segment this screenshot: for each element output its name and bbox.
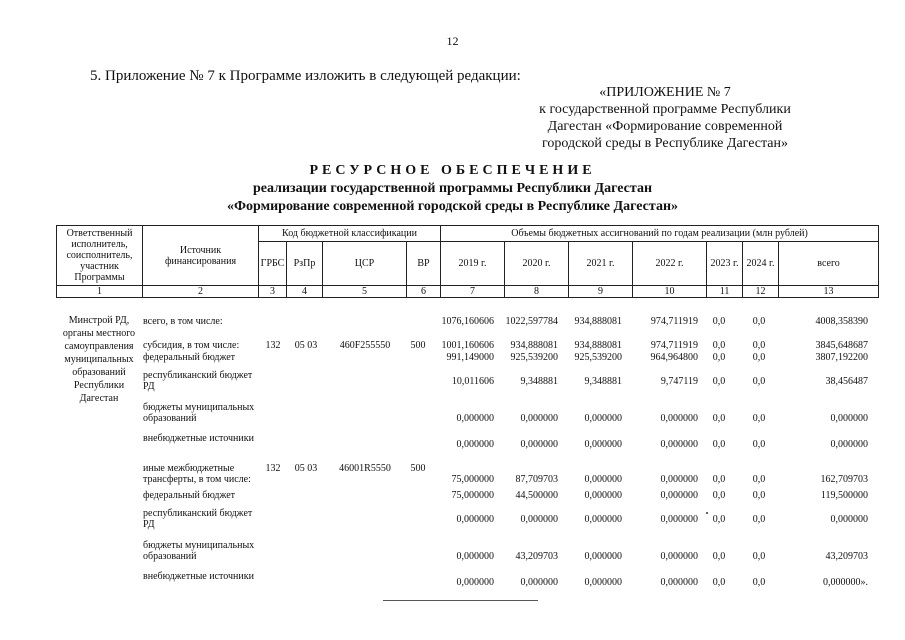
source-cell: федеральный бюджет	[143, 352, 236, 363]
value-cell: 0,0	[712, 352, 726, 363]
value-cell: 0,0	[752, 514, 766, 525]
rzpr-cell: 05 03	[294, 340, 318, 351]
value-cell: 925,539200	[510, 352, 558, 363]
header-year-2023: 2023 г.	[707, 242, 743, 286]
appendix-line-4: городской среды в Республике Дагестан»	[542, 136, 788, 151]
appendix-line-1: «ПРИЛОЖЕНИЕ № 7	[599, 85, 731, 100]
value-cell: 75,000000	[451, 490, 494, 501]
scan-speck	[706, 512, 708, 514]
appendix-line-3: Дагестан «Формирование современной	[547, 119, 783, 134]
value-cell: 3807,192200	[815, 352, 868, 363]
value-cell: 974,711919	[650, 340, 698, 351]
value-cell: 0,000000	[520, 577, 558, 588]
value-cell: 1076,160606	[441, 316, 494, 327]
value-cell: 0,0	[752, 474, 766, 485]
col-number: 2	[143, 286, 259, 298]
source-cell: бюджеты муниципальных образований	[143, 540, 255, 562]
page-number: 12	[446, 34, 459, 48]
col-number: 4	[287, 286, 323, 298]
col-number: 8	[505, 286, 569, 298]
source-cell: иные межбюджетные трансферты, в том числе:	[143, 463, 251, 485]
source-cell: субсидия, в том числе:	[143, 340, 240, 351]
value-cell: 0,0	[752, 376, 766, 387]
value-cell: 925,539200	[574, 352, 622, 363]
value-cell: 75,000000	[451, 474, 494, 485]
value-cell: 44,500000	[515, 490, 558, 501]
value-cell: 0,000000	[520, 514, 558, 525]
header-year-2020: 2020 г.	[505, 242, 569, 286]
value-cell: 0,0	[712, 413, 726, 424]
source-cell: бюджеты муниципальных образований	[143, 402, 255, 424]
value-cell: 0,0	[712, 490, 726, 501]
document-title: РЕСУРСНОЕ ОБЕСПЕЧЕНИЕ	[309, 163, 596, 178]
value-cell: 0,0	[712, 340, 726, 351]
value-cell: 0,000000	[660, 551, 698, 562]
value-cell: 0,0	[712, 439, 726, 450]
value-cell: 991,149000	[446, 352, 494, 363]
value-cell: 0,000000	[660, 490, 698, 501]
source-cell: федеральный бюджет	[143, 490, 236, 501]
intro-text: 5. Приложение № 7 к Программе изложить в следующей редакции:	[90, 68, 521, 84]
value-cell: 3845,648687	[815, 340, 868, 351]
table-header	[56, 225, 879, 298]
value-cell: 119,500000	[820, 490, 868, 501]
col-number: 12	[743, 286, 779, 298]
value-cell: 0,000000	[456, 577, 494, 588]
header-total: всего	[779, 242, 879, 286]
value-cell: 43,209703	[825, 551, 868, 562]
value-cell: 0,000000	[456, 413, 494, 424]
vr-cell: 500	[410, 340, 426, 351]
csr-cell: 46001R5550	[339, 463, 391, 474]
value-cell: 0,000000	[584, 474, 622, 485]
value-cell: 0,000000	[584, 514, 622, 525]
col-number: 9	[569, 286, 633, 298]
value-cell: 0,000000	[660, 413, 698, 424]
csr-cell: 460F255550	[339, 340, 391, 351]
value-cell: 0,000000	[830, 439, 868, 450]
value-cell: 0,000000	[830, 413, 868, 424]
value-cell: 0,000000	[456, 551, 494, 562]
value-cell: 0,000000	[660, 577, 698, 588]
source-cell: республиканский бюджет РД	[143, 508, 253, 530]
value-cell: 0,0	[712, 474, 726, 485]
col-number: 6	[407, 286, 441, 298]
value-cell: 1022,597784	[505, 316, 558, 327]
document-subtitle-1: реализации государственной программы Республики Дагестан	[252, 181, 653, 196]
value-cell: 10,011606	[451, 376, 494, 387]
document-subtitle-2: «Формирование современной городской среды в Республике Дагестан»	[226, 199, 679, 214]
value-cell: 934,888081	[574, 340, 622, 351]
value-cell: 0,000000	[584, 439, 622, 450]
header-grbs: ГРБС	[259, 242, 287, 286]
value-cell: 0,0	[752, 439, 766, 450]
col-number: 11	[707, 286, 743, 298]
responsible-executor: Минстрой РД, органы местного самоуправления муниципальных образований Республики Дагестан	[62, 315, 136, 404]
value-cell: 0,0	[752, 316, 766, 327]
source-cell: всего, в том числе:	[143, 316, 223, 327]
value-cell: 0,000000	[456, 439, 494, 450]
source-cell: республиканский бюджет РД	[143, 370, 253, 392]
value-cell: 9,348881	[520, 376, 558, 387]
value-cell: 87,709703	[515, 474, 558, 485]
value-cell: 0,0	[752, 551, 766, 562]
col-number: 3	[259, 286, 287, 298]
source-cell: внебюджетные источники	[143, 571, 254, 582]
value-cell: 0,0	[712, 514, 726, 525]
footer-rule	[383, 600, 538, 601]
value-cell: 0,000000	[584, 413, 622, 424]
value-cell: 0,000000	[456, 514, 494, 525]
value-cell: 0,000000	[584, 577, 622, 588]
value-cell: 0,0	[752, 352, 766, 363]
header-volume-group: Объемы бюджетных ассигнований по годам реализации (млн рублей)	[441, 226, 879, 242]
value-cell: 0,0	[752, 413, 766, 424]
value-cell: 0,000000	[584, 490, 622, 501]
value-cell: 1001,160606	[441, 340, 494, 351]
header-vr: ВР	[407, 242, 441, 286]
col-number: 7	[441, 286, 505, 298]
header-year-2019: 2019 г.	[441, 242, 505, 286]
appendix-heading	[520, 84, 810, 152]
value-cell: 0,000000».	[823, 577, 868, 588]
value-cell: 0,000000	[660, 474, 698, 485]
header-year-2024: 2024 г.	[743, 242, 779, 286]
rzpr-cell: 05 03	[294, 463, 318, 474]
header-csr: ЦСР	[323, 242, 407, 286]
col-number: 1	[57, 286, 143, 298]
value-cell: 0,0	[712, 316, 726, 327]
col-number: 13	[779, 286, 879, 298]
value-cell: 9,747119	[660, 376, 698, 387]
value-cell: 0,000000	[520, 413, 558, 424]
value-cell: 0,000000	[660, 514, 698, 525]
value-cell: 0,0	[752, 577, 766, 588]
value-cell: 0,0	[712, 551, 726, 562]
value-cell: 162,709703	[820, 474, 868, 485]
header-year-2021: 2021 г.	[569, 242, 633, 286]
value-cell: 0,000000	[830, 514, 868, 525]
value-cell: 934,888081	[574, 316, 622, 327]
value-cell: 0,000000	[584, 551, 622, 562]
grbs-cell: 132	[265, 340, 281, 351]
value-cell: 0,0	[712, 376, 726, 387]
value-cell: 0,0	[752, 490, 766, 501]
value-cell: 974,711919	[650, 316, 698, 327]
header-code-group: Код бюджетной классификации	[259, 226, 441, 242]
header-year-2022: 2022 г.	[633, 242, 707, 286]
grbs-cell: 132	[265, 463, 281, 474]
col-number: 5	[323, 286, 407, 298]
source-cell: внебюджетные источники	[143, 433, 254, 444]
value-cell: 934,888081	[510, 340, 558, 351]
header-source: Источник финансирования	[143, 226, 259, 286]
appendix-line-2: к государственной программе Республики	[539, 102, 791, 117]
value-cell: 0,000000	[520, 439, 558, 450]
value-cell: 964,964800	[650, 352, 698, 363]
value-cell: 0,0	[712, 577, 726, 588]
value-cell: 38,456487	[825, 376, 868, 387]
value-cell: 9,348881	[584, 376, 622, 387]
col-number: 10	[633, 286, 707, 298]
header-responsible: Ответственный исполнитель, соисполнитель, участник Программы	[57, 226, 143, 286]
value-cell: 43,209703	[515, 551, 558, 562]
value-cell: 4008,358390	[815, 316, 868, 327]
header-rzpr: РзПр	[287, 242, 323, 286]
vr-cell: 500	[410, 463, 426, 474]
value-cell: 0,0	[752, 340, 766, 351]
value-cell: 0,000000	[660, 439, 698, 450]
